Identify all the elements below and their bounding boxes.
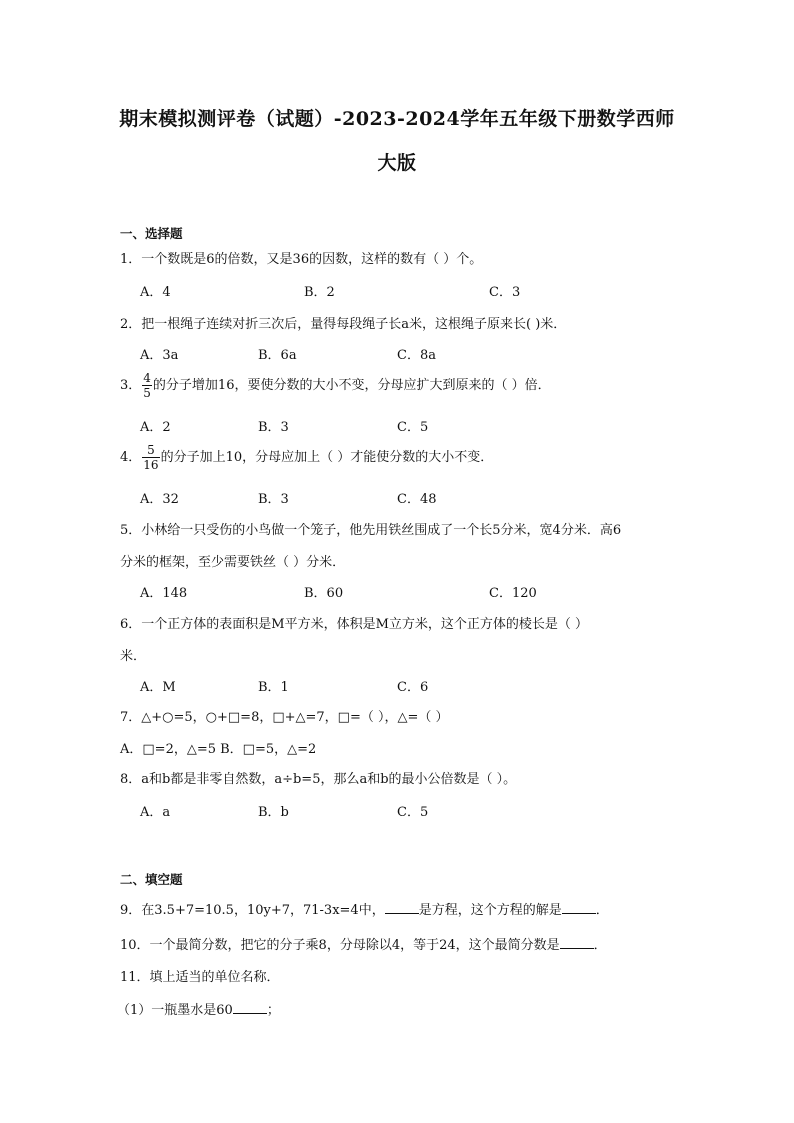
q4-option-c: C．48 [397,492,437,507]
q3-option-b: B．3 [258,420,289,435]
question-1: 1．一个数既是6的倍数，又是36的因数，这样的数有（ ）个。 [120,252,483,267]
q11-sub1-text: （1）一瓶墨水是60 [117,1003,233,1018]
q5-option-a: A．148 [140,586,188,601]
question-5-line1: 5．小林给一只受伤的小鸟做一个笼子，他先用铁丝围成了一个长5分米，宽4分米．高6 [120,523,622,538]
q3-option-c: C．5 [397,420,429,435]
q4-text: 的分子加上10，分母应加上（ ）才能使分数的大小不变． [160,450,494,465]
q6-option-c: C．6 [397,680,429,695]
q8-option-b: B．b [258,805,289,820]
q4-number: 4． [120,450,142,465]
q8-option-a: A．a [140,805,171,820]
question-11-sub1 [117,999,280,1018]
q4-fraction [142,444,159,471]
q1-option-b: B．2 [304,285,335,300]
q8-option-c: C．5 [397,805,429,820]
q5-option-c: C．120 [489,586,537,601]
q2-option-a: A．3a [140,348,179,363]
question-6-line1: 6．一个正方体的表面积是M平方米，体积是M立方米，这个正方体的棱长是（ ） [120,617,589,632]
page-title-line2: 大版 [377,152,417,174]
question-11: 11．填上适当的单位名称． [120,970,280,985]
q3-option-a: A．2 [140,420,171,435]
q10-text-b: ． [593,938,607,953]
q9-blank-2[interactable] [562,901,596,914]
q4-option-b: B．3 [258,492,289,507]
q4-frac-num: 5 [142,444,159,458]
q1-option-a: A．4 [140,285,171,300]
q6-option-b: B．1 [258,680,289,695]
question-9 [120,899,609,918]
q9-text-c: ． [595,903,609,918]
question-2: 2．把一根绳子连续对折三次后，量得每段绳子长a米，这根绳子原来长( )米． [120,317,567,332]
question-3 [120,372,551,399]
question-10 [120,934,607,953]
q3-frac-den: 5 [143,386,151,400]
q4-frac-den: 16 [143,458,159,472]
question-7: 7．△+○=5，○+□=8，□+△=7，□=（ ），△=（ ） [120,710,449,725]
q6-option-a: A．M [140,680,176,695]
q5-option-b: B．60 [304,586,344,601]
q9-blank-1[interactable] [385,901,419,914]
q3-number: 3． [120,378,142,393]
q7-options: A．□=2，△=5 B．□=5，△=2 [120,742,317,757]
q11-sub1-end: ； [266,1003,280,1018]
question-8: 8．a和b都是非零自然数，a÷b=5，那么a和b的最小公倍数是（ ）。 [120,772,517,787]
q10-text-a: 10．一个最简分数，把它的分子乘8，分母除以4，等于24，这个最简分数是 [120,938,560,953]
question-4 [120,444,493,471]
question-5-line2: 分米的框架，至少需要铁丝（ ）分米． [120,555,346,570]
q10-blank[interactable] [560,936,594,949]
section-heading-fill: 二、填空题 [120,872,183,887]
q9-text-b: 是方程，这个方程的解是 [418,903,562,918]
page-title-line1: 期末模拟测评卷（试题）-2023-2024学年五年级下册数学西师 [119,108,675,130]
q2-option-c: C．8a [397,348,436,363]
q3-frac-num: 4 [143,371,151,385]
q11-sub1-blank[interactable] [233,1001,267,1014]
q4-option-a: A．32 [140,492,179,507]
q3-fraction [142,372,152,399]
q1-option-c: C．3 [489,285,521,300]
question-6-line2: 米． [120,649,147,664]
section-heading-choice: 一、选择题 [120,226,183,241]
q2-option-b: B．6a [258,348,297,363]
q3-text: 的分子增加16，要使分数的大小不变，分母应扩大到原来的（ ）倍． [152,378,551,393]
q9-text-a: 9．在3.5+7=10.5，10y+7，71-3x=4中， [120,903,385,918]
